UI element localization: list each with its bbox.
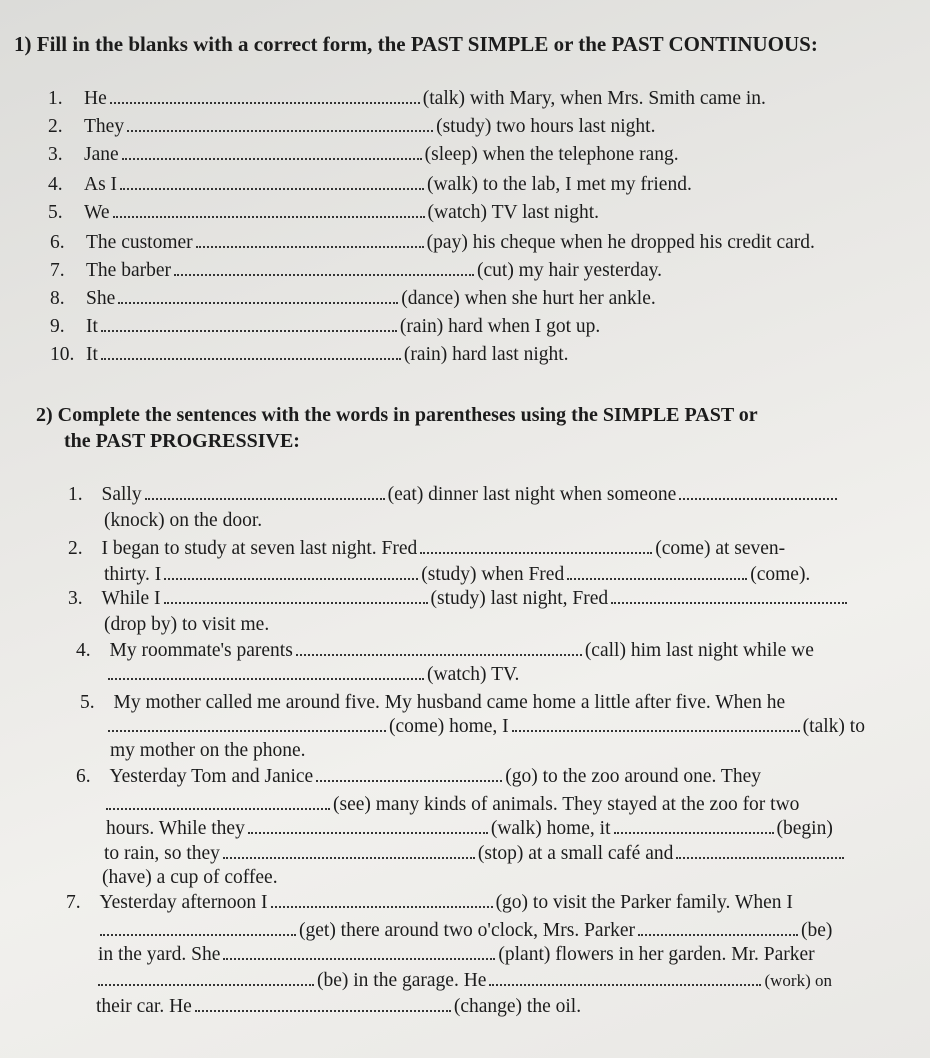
blank[interactable] xyxy=(195,1010,451,1012)
text: their car. He xyxy=(96,996,192,1017)
item-subject: Jane xyxy=(84,144,119,165)
text: My mother called me around five. My husband came home a little after five. When he xyxy=(113,692,786,713)
exercise-item xyxy=(50,288,656,310)
s2-line-15 xyxy=(104,843,847,865)
blank[interactable] xyxy=(638,934,798,936)
text: (study) when Fred xyxy=(421,564,565,585)
s2-line-16 xyxy=(102,867,278,889)
item-subject: As I xyxy=(84,174,118,195)
item-number: 7. xyxy=(66,892,81,913)
blank[interactable] xyxy=(512,730,800,732)
item-number: 1. xyxy=(68,484,83,505)
s2-line-8 xyxy=(108,664,519,686)
blank[interactable] xyxy=(296,654,582,656)
item-number: 8. xyxy=(50,288,65,309)
text: (walk) home, it xyxy=(490,818,611,839)
answer-blank[interactable] xyxy=(120,188,424,190)
answer-blank[interactable] xyxy=(196,246,424,248)
s2-line-9 xyxy=(80,692,785,714)
text: in the yard. She xyxy=(98,944,221,965)
item-ending: (cut) my hair yesterday. xyxy=(477,260,662,281)
text: (call) him last night while we xyxy=(584,640,814,661)
s2-line-6 xyxy=(104,614,269,636)
text: (begin) xyxy=(776,818,833,839)
item-number: 10. xyxy=(50,344,75,365)
s2-line-13 xyxy=(106,794,799,816)
answer-blank[interactable] xyxy=(101,358,401,360)
blank[interactable] xyxy=(223,958,495,960)
item-number: 6. xyxy=(76,766,91,787)
item-ending: (pay) his cheque when he dropped his credit card. xyxy=(426,232,815,253)
section2-title-line2: the PAST PROGRESSIVE: xyxy=(64,430,300,452)
text: (knock) on the door. xyxy=(104,510,263,531)
blank[interactable] xyxy=(316,780,502,782)
blank[interactable] xyxy=(489,984,761,986)
exercise-item xyxy=(48,144,679,166)
blank[interactable] xyxy=(164,602,428,604)
blank[interactable] xyxy=(164,578,418,580)
text: My roommate's parents xyxy=(109,640,293,661)
text: (plant) flowers in her garden. Mr. Parker xyxy=(498,944,815,965)
s2-line-11 xyxy=(110,740,306,762)
s2-line-18 xyxy=(100,920,832,942)
blank[interactable] xyxy=(100,934,296,936)
text: hours. While they xyxy=(106,818,245,839)
text: to rain, so they xyxy=(104,843,220,864)
s2-line-20 xyxy=(98,970,832,992)
blank[interactable] xyxy=(108,678,424,680)
item-subject: It xyxy=(86,316,98,337)
s2-line-14 xyxy=(106,818,833,840)
item-ending: (talk) with Mary, when Mrs. Smith came in. xyxy=(422,88,766,109)
item-ending: (dance) when she hurt her ankle. xyxy=(401,288,656,309)
item-number: 7. xyxy=(50,260,65,281)
item-ending: (rain) hard last night. xyxy=(403,344,569,365)
item-subject: She xyxy=(86,288,116,309)
exercise-item xyxy=(48,116,655,138)
text: (drop by) to visit me. xyxy=(104,614,270,635)
s2-line-5 xyxy=(68,588,850,610)
text: Sally xyxy=(101,484,142,505)
answer-blank[interactable] xyxy=(110,102,420,104)
item-subject: The barber xyxy=(86,260,171,281)
exercise-item xyxy=(48,202,599,224)
exercise-item xyxy=(50,260,662,282)
item-number: 4. xyxy=(48,174,63,195)
text: (go) to visit the Parker family. When I xyxy=(495,892,793,913)
item-number: 6. xyxy=(50,232,65,253)
item-subject: He xyxy=(84,88,107,109)
s2-line-17 xyxy=(66,892,793,914)
s2-line-1 xyxy=(68,484,840,506)
text: (be) in the garage. He xyxy=(317,970,487,991)
item-ending: (walk) to the lab, I met my friend. xyxy=(427,174,692,195)
blank[interactable] xyxy=(679,498,837,500)
item-ending: (study) two hours last night. xyxy=(436,116,656,137)
blank[interactable] xyxy=(98,984,314,986)
text: (come). xyxy=(750,564,811,585)
blank[interactable] xyxy=(676,857,844,859)
text: Yesterday Tom and Janice xyxy=(109,766,314,787)
item-subject: We xyxy=(84,202,110,223)
item-number: 2. xyxy=(48,116,63,137)
s2-line-12 xyxy=(76,766,761,788)
answer-blank[interactable] xyxy=(101,330,397,332)
answer-blank[interactable] xyxy=(113,216,425,218)
blank[interactable] xyxy=(611,602,847,604)
text: my mother on the phone. xyxy=(110,740,306,761)
item-number: 5. xyxy=(48,202,63,223)
item-ending: (rain) hard when I got up. xyxy=(399,316,601,337)
text: (talk) to xyxy=(802,716,865,737)
section1-title: 1) Fill in the blanks with a correct form, the PAST SIMPLE or the PAST CONTINUOUS: xyxy=(14,32,818,56)
s2-line-2 xyxy=(104,510,262,532)
s2-line-10 xyxy=(108,716,865,738)
item-number: 5. xyxy=(80,692,95,713)
blank[interactable] xyxy=(106,808,330,810)
text: (get) there around two o'clock, Mrs. Parker xyxy=(299,920,635,941)
s2-line-3 xyxy=(68,538,785,560)
blank[interactable] xyxy=(223,857,475,859)
s2-line-21 xyxy=(96,996,581,1018)
text: thirty. I xyxy=(104,564,162,585)
text: While I xyxy=(101,588,161,609)
text: (stop) at a small café and xyxy=(477,843,674,864)
text: I began to study at seven last night. Fred xyxy=(101,538,418,559)
text: Yesterday afternoon I xyxy=(99,892,268,913)
blank[interactable] xyxy=(420,552,652,554)
blank[interactable] xyxy=(567,578,747,580)
text: (come) at seven- xyxy=(655,538,786,559)
item-number: 9. xyxy=(50,316,65,337)
answer-blank[interactable] xyxy=(174,274,474,276)
text: (work) on xyxy=(764,971,832,990)
answer-blank[interactable] xyxy=(118,302,398,304)
s2-line-19 xyxy=(98,944,815,966)
item-ending: (sleep) when the telephone rang. xyxy=(424,144,679,165)
item-subject: It xyxy=(86,344,98,365)
item-subject: The customer xyxy=(86,232,193,253)
exercise-item xyxy=(50,232,815,254)
s2-line-4 xyxy=(104,564,810,586)
item-number: 4. xyxy=(76,640,91,661)
text: (come) home, I xyxy=(389,716,509,737)
blank[interactable] xyxy=(108,730,386,732)
blank[interactable] xyxy=(248,832,488,834)
item-number: 1. xyxy=(48,88,63,109)
text: (eat) dinner last night when someone xyxy=(387,484,677,505)
exercise-item xyxy=(48,174,692,196)
section2-title-line1: 2) Complete the sentences with the words in parentheses using the SIMPLE PAST or xyxy=(36,404,758,426)
blank[interactable] xyxy=(614,832,774,834)
item-number: 3. xyxy=(48,144,63,165)
answer-blank[interactable] xyxy=(127,130,433,132)
item-subject: They xyxy=(84,116,125,137)
text: (go) to the zoo around one. They xyxy=(505,766,761,787)
exercise-item xyxy=(50,344,569,366)
text: (watch) TV. xyxy=(427,664,520,685)
text: (see) many kinds of animals. They stayed at the zoo for two xyxy=(333,794,800,815)
text: (change) the oil. xyxy=(453,996,582,1017)
item-ending: (watch) TV last night. xyxy=(427,202,600,223)
item-number: 2. xyxy=(68,538,83,559)
text: (have) a cup of coffee. xyxy=(102,867,278,888)
text: (be) xyxy=(801,920,833,941)
exercise-item xyxy=(50,316,600,338)
answer-blank[interactable] xyxy=(122,158,422,160)
blank[interactable] xyxy=(145,498,385,500)
text: (study) last night, Fred xyxy=(430,588,609,609)
s2-line-7 xyxy=(76,640,814,662)
exercise-item xyxy=(48,88,766,110)
item-number: 3. xyxy=(68,588,83,609)
blank[interactable] xyxy=(271,906,493,908)
